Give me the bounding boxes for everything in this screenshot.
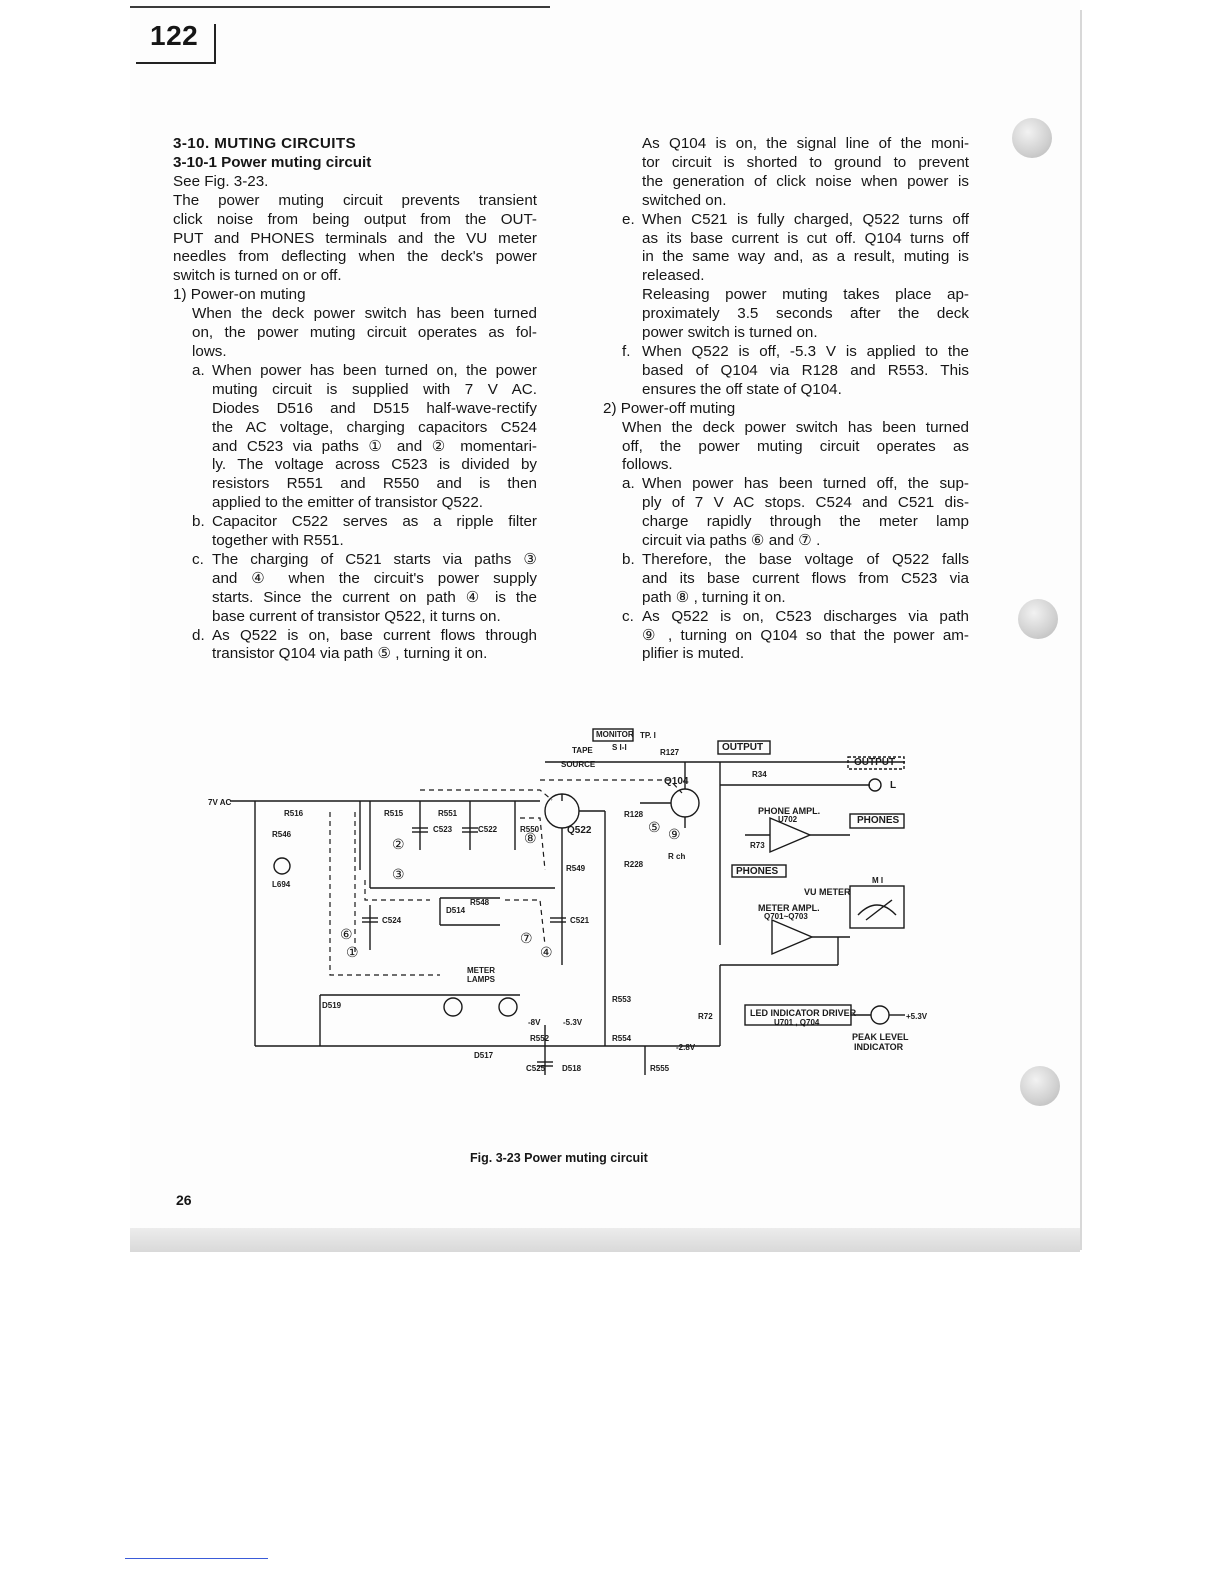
label-r546: R546 bbox=[272, 830, 292, 839]
text-line: lows. bbox=[192, 342, 227, 360]
figure-caption: Fig. 3-23 Power muting circuit bbox=[470, 1151, 648, 1165]
l694-lamp-symbol bbox=[274, 858, 290, 874]
meter-amp-symbol bbox=[772, 920, 812, 954]
text-line: as its base current is cut off. Q104 turns off bbox=[642, 229, 969, 247]
text-line: proximately 3.5 seconds after the deck bbox=[642, 305, 969, 323]
text-line: off, the power muting circuit operates as bbox=[622, 437, 969, 455]
label-phone-ampl: PHONE AMPL. bbox=[758, 806, 821, 816]
path-7-trace bbox=[505, 900, 545, 945]
text-line: ensures the off state of Q104. bbox=[642, 380, 842, 398]
vu-meter-needle bbox=[866, 900, 892, 920]
monitor-box bbox=[593, 729, 633, 741]
binder-hole bbox=[1018, 599, 1058, 639]
text-line: Releasing power muting takes place ap- bbox=[642, 286, 969, 304]
label-meter-ampl: METER AMPL. bbox=[758, 903, 820, 913]
path-marker-8: ⑧ bbox=[524, 830, 537, 846]
path-marker-3: ③ bbox=[392, 866, 405, 882]
label-r127: R127 bbox=[660, 748, 680, 757]
list-marker: a. bbox=[192, 361, 205, 379]
label-r72: R72 bbox=[698, 1012, 713, 1021]
label-s11: S I-I bbox=[612, 743, 627, 752]
label-u701: U701 , Q704 bbox=[774, 1018, 820, 1027]
text-line: As Q104 is on, the signal line of the moni- bbox=[642, 135, 969, 152]
section-1-title: 1) Power-on muting bbox=[173, 286, 306, 304]
label-m1: M I bbox=[872, 876, 884, 885]
label-output-box: OUTPUT bbox=[722, 742, 764, 753]
output-jack-symbol bbox=[869, 779, 881, 791]
text-line: When the deck power switch has been turned bbox=[622, 418, 969, 436]
label-c525: C525 bbox=[526, 1064, 546, 1073]
path-4-trace bbox=[520, 818, 545, 870]
list-item-f bbox=[603, 343, 969, 400]
text-line: resistors R551 and R550 and is then bbox=[212, 475, 537, 493]
label-d518: D518 bbox=[562, 1064, 582, 1073]
text-line: plifier is muted. bbox=[642, 645, 745, 663]
label-meter-lamps-2: LAMPS bbox=[467, 975, 495, 984]
left-column bbox=[173, 135, 537, 664]
text-line: together with R551. bbox=[212, 532, 344, 550]
label-d514: D514 bbox=[446, 906, 466, 915]
label-u702: U702 bbox=[778, 815, 798, 824]
phone-amp-symbol bbox=[770, 818, 810, 852]
output-jack-box bbox=[848, 757, 904, 769]
right-column bbox=[603, 135, 969, 664]
text-line: Therefore, the base voltage of Q522 falls bbox=[642, 550, 969, 568]
path-marker-6: ⑥ bbox=[340, 926, 353, 942]
label-7v-ac: 7V AC bbox=[208, 798, 232, 807]
vu-meter-scale bbox=[858, 905, 896, 915]
text-line: muting circuit is supplied with 7 V AC. bbox=[212, 380, 537, 398]
list-item-off-a bbox=[603, 475, 969, 551]
label-c522: C522 bbox=[478, 825, 498, 834]
path-6-trace bbox=[330, 812, 440, 975]
text-line: the AC voltage, charging capacitors C524 bbox=[212, 418, 537, 436]
text-line: the generation of click noise when power is bbox=[642, 172, 969, 190]
text-line: ⑨ , turning on Q104 so that the power am- bbox=[642, 626, 969, 644]
path-marker-2: ② bbox=[392, 836, 405, 852]
text-line: in the same way and, as a result, muting is bbox=[642, 248, 969, 266]
text-line: Capacitor C522 serves as a ripple filter bbox=[212, 513, 537, 531]
label-minus-2-8v: -2.8V bbox=[676, 1043, 696, 1052]
text-line: released. bbox=[642, 267, 705, 285]
section-2-paragraph bbox=[603, 419, 969, 476]
text-line: As Q522 is on, base current flows through bbox=[212, 626, 537, 644]
page-number: 122 bbox=[150, 20, 199, 51]
list-marker: a. bbox=[622, 475, 635, 493]
phones-box-2 bbox=[732, 865, 786, 877]
label-rch: R ch bbox=[668, 852, 686, 861]
footer-page-number: 26 bbox=[176, 1192, 192, 1208]
list-item-d bbox=[173, 627, 537, 665]
scan-bottom-edge bbox=[130, 1228, 1080, 1252]
top-rule bbox=[130, 6, 550, 8]
text-line: and ④ when the circuit's power supply bbox=[212, 569, 537, 587]
label-meter-lamps-1: METER bbox=[467, 966, 495, 975]
vu-meter-symbol bbox=[850, 886, 904, 928]
text-line: power switch is turned on. bbox=[642, 324, 818, 342]
text-line: ly. The voltage across C523 is divided by bbox=[212, 456, 537, 474]
path-9-trace bbox=[540, 780, 682, 793]
text-line: starts. Since the current on path ④ is the bbox=[212, 588, 537, 606]
item-d-continued bbox=[603, 135, 969, 211]
page-number-underline bbox=[136, 62, 216, 64]
text-line: When C521 is fully charged, Q522 turns off bbox=[642, 210, 969, 228]
see-figure: See Fig. 3-23. bbox=[173, 172, 269, 190]
label-r515: R515 bbox=[384, 809, 404, 818]
label-r516: R516 bbox=[284, 809, 304, 818]
path-marker-5: ⑤ bbox=[648, 819, 661, 835]
text-line: click noise from being output from the OUT- bbox=[173, 210, 537, 228]
label-q522: Q522 bbox=[567, 825, 592, 836]
current-paths bbox=[330, 780, 682, 975]
path-marker-1: ① bbox=[346, 944, 359, 960]
label-c524: C524 bbox=[382, 916, 402, 925]
label-l: L bbox=[890, 780, 897, 791]
label-r552: R552 bbox=[530, 1034, 550, 1043]
peak-led-symbol bbox=[871, 1006, 889, 1024]
label-d517: D517 bbox=[474, 1051, 494, 1060]
list-marker: b. bbox=[622, 550, 635, 568]
text-line: circuit via paths ⑥ and ⑦ . bbox=[642, 532, 821, 550]
text-line: switch is turned on or off. bbox=[173, 267, 342, 285]
list-item-off-b bbox=[603, 551, 969, 608]
path-marker-4: ④ bbox=[540, 944, 553, 960]
list-item-b bbox=[173, 513, 537, 551]
text-line: When power has been turned on, the power bbox=[212, 361, 537, 379]
intro-paragraph bbox=[173, 192, 537, 287]
page-edge bbox=[1080, 10, 1082, 1250]
label-d519: D519 bbox=[322, 1001, 342, 1010]
label-minus-8v: -8V bbox=[528, 1018, 541, 1027]
label-r550: R550 bbox=[520, 825, 540, 834]
label-peak-level: PEAK LEVEL bbox=[852, 1032, 909, 1042]
text-line: When power has been turned off, the sup- bbox=[642, 475, 969, 493]
section-1-paragraph bbox=[173, 305, 537, 362]
text-line: ply of 7 V AC stops. C524 and C521 dis- bbox=[642, 494, 969, 512]
label-q104: Q104 bbox=[664, 776, 689, 787]
label-r551: R551 bbox=[438, 809, 458, 818]
path-marker-9: ⑨ bbox=[668, 826, 681, 842]
text-line: on, the power muting circuit operates as fol- bbox=[192, 324, 537, 342]
led-driver-box bbox=[745, 1005, 851, 1025]
label-r554: R554 bbox=[612, 1034, 632, 1043]
label-plus-5-3v: +5.3V bbox=[906, 1012, 928, 1021]
path-marker-7: ⑦ bbox=[520, 930, 533, 946]
label-output-jack: OUTPUT bbox=[854, 757, 896, 768]
list-marker: b. bbox=[192, 513, 205, 531]
label-r548: R548 bbox=[470, 898, 490, 907]
phones-box bbox=[850, 814, 904, 828]
text-line: and its base current flows from C523 via bbox=[642, 569, 969, 587]
page-number-box bbox=[136, 14, 214, 64]
text-line: As Q522 is on, C523 discharges via path bbox=[642, 607, 969, 625]
text-line: transistor Q104 via path ⑤ , turning it on. bbox=[212, 645, 488, 663]
binder-hole bbox=[1020, 1066, 1060, 1106]
text-line: The power muting circuit prevents transient bbox=[173, 191, 537, 209]
label-r228: R228 bbox=[624, 860, 644, 869]
list-item-a bbox=[173, 362, 537, 513]
label-minus-5-3v: -5.3V bbox=[563, 1018, 583, 1027]
text-line: needles from deflecting when the deck's power bbox=[173, 248, 537, 266]
text-line: path ⑧ , turning it on. bbox=[642, 588, 786, 606]
text-line: The charging of C521 starts via paths ③ bbox=[212, 550, 537, 568]
label-vu-meter: VU METER bbox=[804, 887, 851, 897]
text-line: base current of transistor Q522, it turns on. bbox=[212, 607, 501, 625]
path-3-trace bbox=[365, 880, 430, 900]
list-item-off-c bbox=[603, 608, 969, 665]
page-number-side-rule bbox=[214, 24, 216, 64]
text-line: switched on. bbox=[642, 191, 727, 209]
section-heading: 3-10. MUTING CIRCUITS bbox=[173, 135, 357, 152]
text-line: tor circuit is shorted to ground to prevent bbox=[642, 153, 969, 171]
label-r555: R555 bbox=[650, 1064, 670, 1073]
list-marker: c. bbox=[622, 607, 634, 625]
subsection-heading: 3-10-1 Power muting circuit bbox=[173, 153, 372, 171]
meter-lamp-1 bbox=[444, 998, 462, 1016]
path-8-trace bbox=[420, 790, 552, 800]
underline-link bbox=[125, 1558, 268, 1559]
section-2-title: 2) Power-off muting bbox=[603, 399, 736, 417]
label-led-driver: LED INDICATOR DRIVER bbox=[750, 1008, 857, 1018]
label-r549: R549 bbox=[566, 864, 586, 873]
label-indicator: INDICATOR bbox=[854, 1042, 904, 1052]
label-r128: R128 bbox=[624, 810, 644, 819]
label-phones-box: PHONES bbox=[857, 815, 900, 826]
label-q701: Q701~Q703 bbox=[764, 912, 808, 921]
label-c521: C521 bbox=[570, 916, 590, 925]
label-monitor: MONITOR bbox=[596, 730, 634, 739]
label-tp1: TP. I bbox=[640, 731, 656, 740]
text-line: applied to the emitter of transistor Q522. bbox=[212, 494, 483, 512]
text-line: based of Q104 via R128 and R553. This bbox=[642, 361, 969, 379]
text-line: charge rapidly through the meter lamp bbox=[642, 513, 969, 531]
output-box bbox=[718, 741, 770, 754]
list-marker: e. bbox=[622, 210, 635, 228]
power-muting-circuit-diagram bbox=[200, 722, 935, 1122]
label-phones: PHONES bbox=[736, 866, 779, 877]
text-line: follows. bbox=[622, 456, 673, 474]
text-line: PUT and PHONES terminals and the VU meter bbox=[173, 229, 537, 247]
label-r34: R34 bbox=[752, 770, 767, 779]
list-item-c bbox=[173, 551, 537, 627]
q104-transistor-symbol bbox=[671, 789, 699, 817]
binder-hole bbox=[1012, 118, 1052, 158]
meter-lamp-2 bbox=[499, 998, 517, 1016]
label-r73: R73 bbox=[750, 841, 765, 850]
label-tape: TAPE bbox=[572, 746, 593, 755]
list-marker: f. bbox=[622, 342, 631, 360]
label-l694: L694 bbox=[272, 880, 291, 889]
text-line: and C523 via paths ① and ② momentari- bbox=[212, 437, 537, 455]
label-source: SOURCE bbox=[561, 760, 596, 769]
list-marker: d. bbox=[192, 626, 205, 644]
text-line: Diodes D516 and D515 half-wave-rectify bbox=[212, 399, 537, 417]
list-marker: c. bbox=[192, 550, 204, 568]
label-r553: R553 bbox=[612, 995, 632, 1004]
label-c523: C523 bbox=[433, 825, 453, 834]
text-line: When Q522 is off, -5.3 V is applied to the bbox=[642, 342, 969, 360]
text-line: When the deck power switch has been turned bbox=[192, 305, 537, 323]
list-item-e bbox=[603, 211, 969, 343]
